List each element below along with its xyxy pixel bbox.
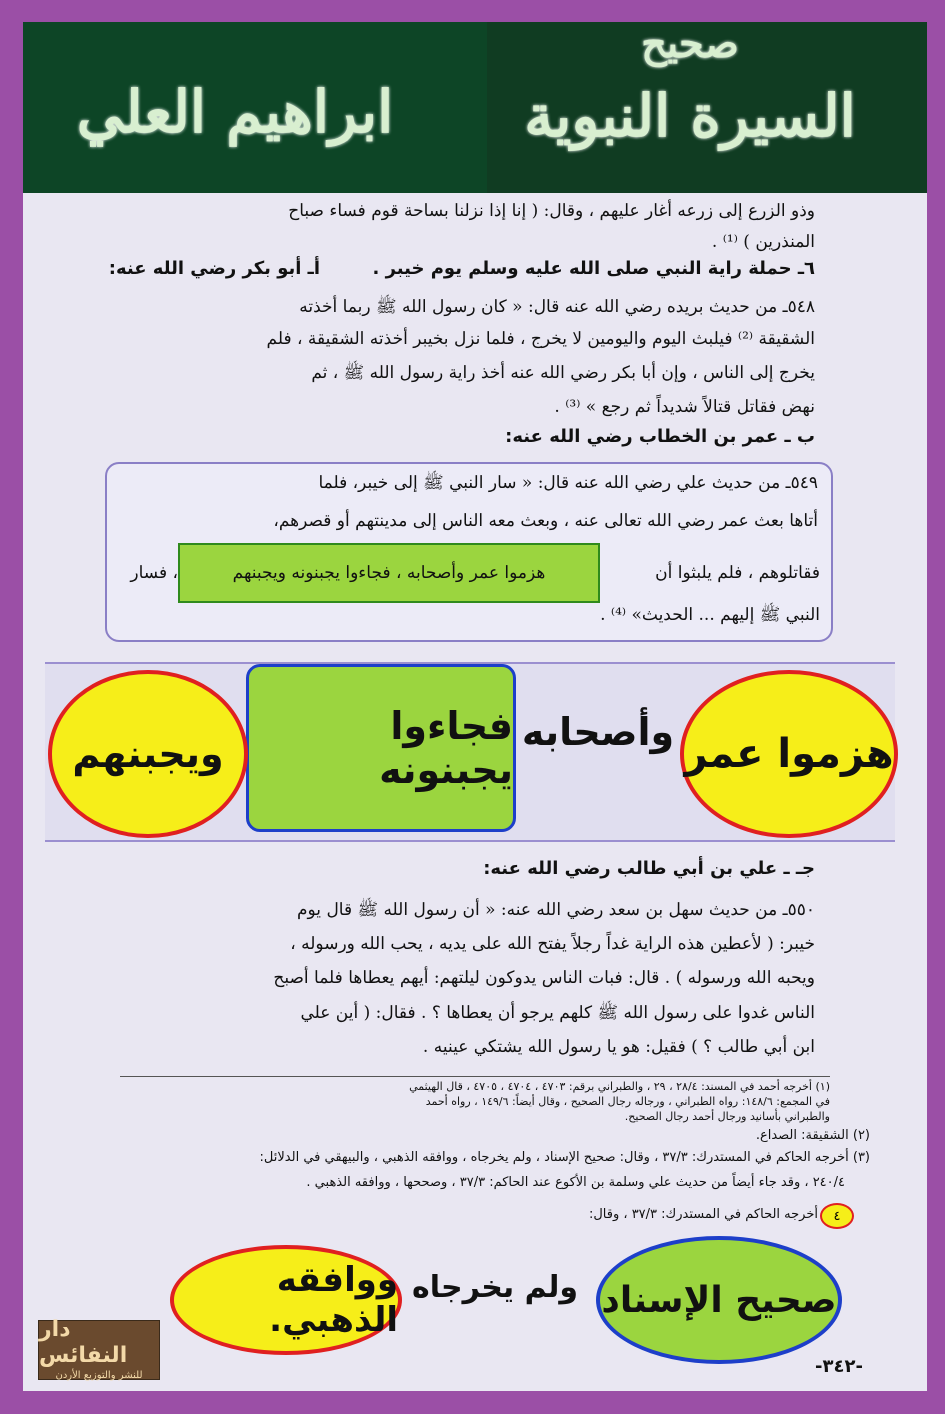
top-line-2: المنذرين ) ⁽¹⁾ . (711, 232, 815, 252)
hadith-550-line-2: خيبر: ( لأعطين هذه الراية غداً رجلاً يفتح الله على يديه ، يحب الله ورسوله ، (290, 934, 815, 954)
footnote-4: أخرجه الحاكم في المستدرك: ٣٧/٣ ، وقال: (588, 1207, 818, 1222)
hadith-548-line-1: ٥٤٨ـ من حديث بريده رضي الله عنه قال: « كان رسول الله ﷺ ربما أخذته (299, 297, 815, 317)
hadith-548-line-2: الشقيقة ⁽²⁾ فيلبث اليوم واليومين لا يخرج ، فلما نزل بخيبر أخذته الشقيقة ، فلم (266, 329, 815, 349)
footnote-4-number: ٤ (820, 1203, 854, 1229)
hadith-548-line-3: يخرج إلى الناس ، وإن أبا بكر رضي الله عنه أخذ راية رسول الله ﷺ ، ثم (311, 363, 815, 383)
footnote-1-line-3: والطبراني بأسانيد ورجال أحمد رجال الصحيح. (624, 1110, 830, 1123)
publisher-name: دار النفائس (39, 1317, 128, 1368)
footnote-divider (120, 1076, 830, 1077)
emphasis-fajau-box: فجاءوا يجبنونه (246, 664, 516, 832)
publisher-logo (38, 1317, 160, 1381)
top-line-1: وذو الزرع إلى زرعه أغار عليهم ، وقال: ( إنا إذا نزلنا بساحة قوم فساء صباح (288, 201, 815, 221)
hadith-549-line-1: ٥٤٩ـ من حديث علي رضي الله عنه قال: « سار النبي ﷺ إلى خيبر، فلما (318, 473, 818, 493)
section-6-title: ٦ـ حملة راية النبي صلى الله عليه وسلم يوم خيبر . (372, 258, 815, 279)
page-number: -٣٤٢- (815, 1356, 863, 1377)
footnote-3-line-2: ٢٤٠/٤ ، وقد جاء أيضاً من حديث علي وسلمة بن الأكوع عند الحاكم: ٣٧/٣ ، وصححها ، ووافقه الذهبي . (306, 1175, 845, 1190)
footnote-2: (٢) الشقيقة: الصداع. (755, 1128, 870, 1143)
hadith-548-line-4: نهض فقاتل قتالاً شديداً ثم رجع » ⁽³⁾ . (554, 397, 815, 417)
emphasis-ashabuhu: وأصحابه (521, 710, 675, 754)
hadith-549-line-4: النبي ﷺ إليهم ... الحديث» ⁽⁴⁾ . (600, 605, 820, 625)
hadith-550-line-4: الناس غدوا على رسول الله ﷺ كلهم يرجو أن يعطاها ؟ . فقال: ( أين علي (300, 1003, 815, 1023)
hadith-550-line-3: ويحبه الله ورسوله ) . قال: فبات الناس يدوكون ليلتهم: أيهم يعطاها فلما أصبح (273, 968, 815, 988)
subsection-a-title: أـ أبو بكر رضي الله عنه: (108, 258, 320, 279)
banner-author: ابراهيم العلي (76, 78, 394, 146)
hadith-549-line-3-right: فقاتلوهم ، فلم يلبثوا أن (655, 563, 820, 583)
hadith-549-line-2: أتاها بعث عمر رضي الله تعالى عنه ، وبعث معه الناس إلى مدينتهم أو قصرهم، (273, 511, 818, 531)
banner-title-top: صحيح (641, 20, 739, 67)
emphasis-hazamu-oval: هزموا عمر (680, 670, 898, 838)
hadith-550-line-5: ابن أبي طالب ؟ ) فقيل: هو يا رسول الله يشتكي عينيه . (422, 1037, 815, 1057)
hadith-550-line-1: ٥٥٠ـ من حديث سهل بن سعد رضي الله عنه: « أن رسول الله ﷺ قال يوم (297, 900, 815, 920)
verdict-walam: ولم يخرجاه (411, 1270, 579, 1305)
hadith-549-highlight: هزموا عمر وأصحابه ، فجاءوا يجبنونه ويجبنهم (178, 543, 600, 603)
verdict-dhahabi-oval: ووافقه الذهبي. (170, 1245, 402, 1355)
subsection-b-title: ب ـ عمر بن الخطاب رضي الله عنه: (505, 426, 815, 447)
hadith-549-line-3-left: ، فسار (130, 563, 178, 583)
emphasis-yujabbinuhum-oval: ويجبنهم (48, 670, 248, 838)
publisher-subtitle: للنشر والتوزيع الأردن (55, 1370, 143, 1381)
verdict-sahih-oval: صحيح الإسناد (596, 1236, 842, 1364)
footnote-1-line-2: في المجمع: ١٤٨/٦: رواه الطبراني ، ورجاله رجال الصحيح ، وقال أيضاً: ١٤٩/٦ ، رواه أحمد (425, 1095, 830, 1108)
subsection-c-title: جـ ـ علي بن أبي طالب رضي الله عنه: (483, 858, 815, 879)
footnote-1-line-1: (١) أخرجه أحمد في المسند: ٢٨/٤ ، ٢٩ ، والطبراني برقم: ٤٧٠٣ ، ٤٧٠٤ ، ٤٧٠٥ ، قال الهيثمي (409, 1080, 830, 1093)
banner-title-main: السيرة النبوية (524, 82, 856, 150)
footnote-3-line-1: (٣) أخرجه الحاكم في المستدرك: ٣٧/٣ ، وقال: صحيح الإسناد ، ولم يخرجاه ، ووافقه الذهبي ، والبيهقي في الدلائل: (259, 1150, 870, 1165)
